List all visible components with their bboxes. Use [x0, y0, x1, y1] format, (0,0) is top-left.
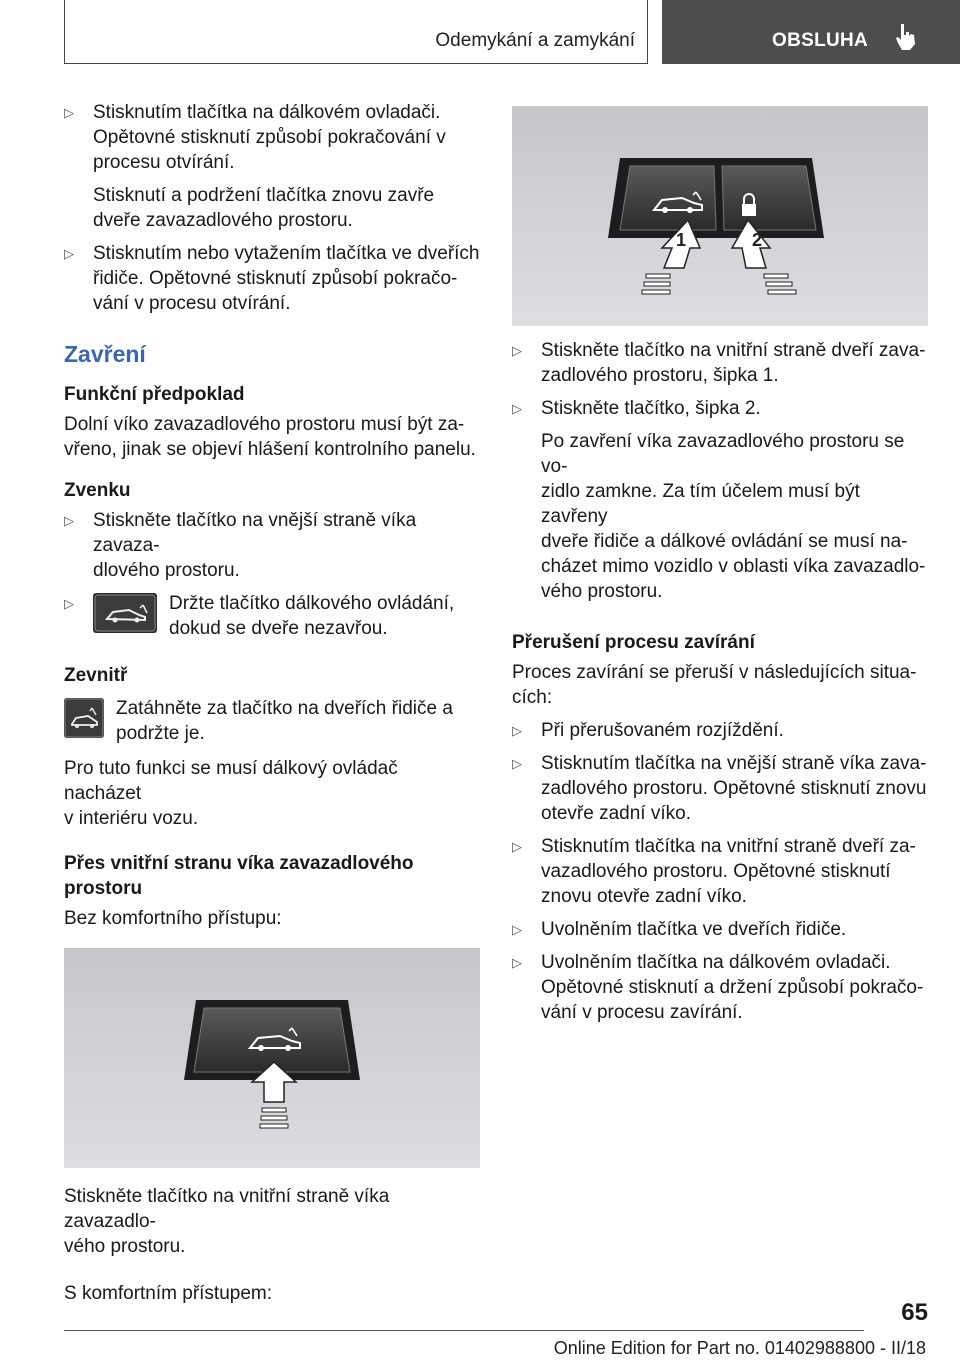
list-item [64, 591, 480, 643]
section-title: Zavření [64, 341, 146, 367]
image-caption: vého prostoru. [64, 1236, 186, 1257]
text-line: ▷ Stiskněte tlačítko, šipka 2. [541, 398, 761, 419]
text-line: řidiče. Opětovné stisknutí způsobí pokračo- [93, 268, 458, 289]
subsection-title: Přes vnitřní stranu víka zavazadlového [64, 853, 414, 874]
text-line: Bez komfortního přístupu: [64, 908, 282, 929]
text-line: ▷ Stisknutím tlačítka na vnitřní straně dveří za- [541, 836, 916, 857]
hand-pointer-icon [894, 22, 918, 52]
text-line: zidlo zamkne. Za tím účelem musí být zavřeny [541, 481, 860, 527]
arrow-label-2: 2 [752, 230, 763, 250]
text-line: Po zavření víka zavazadlového prostoru se vo- [541, 431, 905, 477]
subsection-title: Funkční předpoklad [64, 384, 245, 405]
text-line: ▷ Držte tlačítko dálkového ovládání, [169, 593, 455, 614]
text-line: podržte je. [116, 723, 205, 744]
list-item [512, 950, 928, 1025]
text-line: Proces zavírání se přeruší v následujících situa- [512, 662, 917, 683]
page-number: 65 [901, 1299, 928, 1326]
text-line: ▷ Uvolněním tlačítka ve dveřích řidiče. [541, 919, 847, 940]
note [512, 429, 928, 604]
text-line: dveře zavazadlového prostoru. [93, 210, 353, 231]
text-line: Dolní víko zavazadlového prostoru musí být za- [64, 414, 465, 435]
text-line: vého prostoru. [541, 581, 663, 602]
footer-edition: Online Edition for Part no. 01402988800 - II/18 [553, 1338, 926, 1358]
text-line: vřeno, jinak se objeví hlášení kontrolního panelu. [64, 439, 476, 460]
text-line: znovu otevře zadní víko. [541, 886, 747, 907]
text-line: ▷ Stiskněte tlačítko na vnější straně víka zavaza- [93, 510, 417, 556]
text-line: S komfortním přístupem: [64, 1283, 273, 1304]
image-caption: Stiskněte tlačítko na vnitřní straně víka zavazadlo- [64, 1186, 390, 1232]
text-line: vání v procesu otvírání. [93, 293, 291, 314]
trunk-button-photo [64, 948, 480, 1168]
left-column [64, 100, 480, 931]
text-line: v interiéru vozu. [64, 808, 199, 829]
text-line: Pro tuto funkci se musí dálkový ovládač nacházet [64, 758, 398, 804]
icon-instruction [64, 696, 480, 748]
list-item [512, 396, 928, 421]
list-item [512, 917, 928, 942]
text-line: dlového prostoru. [93, 560, 240, 581]
text-line: cházet mimo vozidlo v oblasti víka zavazadlo- [541, 556, 926, 577]
header-tab [662, 0, 960, 64]
text-line: Zatáhněte za tlačítko na dveřích řidiče a [116, 698, 453, 719]
text-line: cích: [512, 687, 553, 708]
footer-divider [64, 1330, 864, 1331]
text-line: ▷ Stisknutím tlačítka na dálkovém ovladači. [93, 102, 441, 123]
text-line: zadlového prostoru, šipka 1. [541, 365, 779, 386]
header-tab-label: OBSLUHA [772, 30, 869, 51]
subsection-title: Zvenku [64, 480, 131, 501]
list-item [64, 100, 480, 175]
subsection-title: Zevnitř [64, 665, 128, 686]
arrow-label-1: 1 [676, 230, 687, 250]
text-line: Opětovné stisknutí způsobí pokračování v [93, 127, 446, 148]
subsection-title: prostoru [64, 878, 143, 899]
list-item [64, 241, 480, 316]
text-line: ▷ Uvolněním tlačítka na dálkovém ovladači. [541, 952, 891, 973]
text-line: Stisknutí a podržení tlačítka znovu zavře [93, 185, 435, 206]
text-line: Opětovné stisknutí a držení způsobí pokračo- [541, 977, 924, 998]
text-line: zadlového prostoru. Opětovné stisknutí znovu [541, 778, 927, 799]
text-line: dveře řidiče a dálkové ovládání se musí na- [541, 531, 908, 552]
list-item [512, 834, 928, 909]
text-line: otevře zadní víko. [541, 803, 691, 824]
text-line: procesu otvírání. [93, 152, 235, 173]
text-line: dokud se dveře nezavřou. [169, 618, 388, 639]
text-line: ▷ Stisknutím nebo vytažením tlačítka ve dveřích [93, 243, 480, 264]
trunk-close-icon [93, 593, 157, 633]
right-column [512, 338, 928, 1025]
header-section-box [64, 0, 648, 64]
left-column-bottom [64, 1184, 480, 1306]
list-item [512, 338, 928, 388]
trunk-door-button-icon [64, 698, 104, 738]
list-item [512, 718, 928, 743]
comfort-access-buttons-photo [512, 106, 928, 326]
text-line: vání v procesu zavírání. [541, 1002, 743, 1023]
subsection-title: Přerušení procesu zavírání [512, 632, 755, 653]
text-line: ▷ Stiskněte tlačítko na vnitřní straně dveří zava- [541, 340, 926, 361]
text-line: ▷ Stisknutím tlačítka na vnější straně víka zava- [541, 753, 927, 774]
note [64, 183, 480, 233]
list-item [512, 751, 928, 826]
text-line: ▷ Při přerušovaném rozjíždění. [541, 720, 784, 741]
text-line: vazadlového prostoru. Opětovné stisknutí [541, 861, 891, 882]
header-section-title: Odemykání a zamykání [435, 30, 635, 51]
list-item [64, 508, 480, 583]
